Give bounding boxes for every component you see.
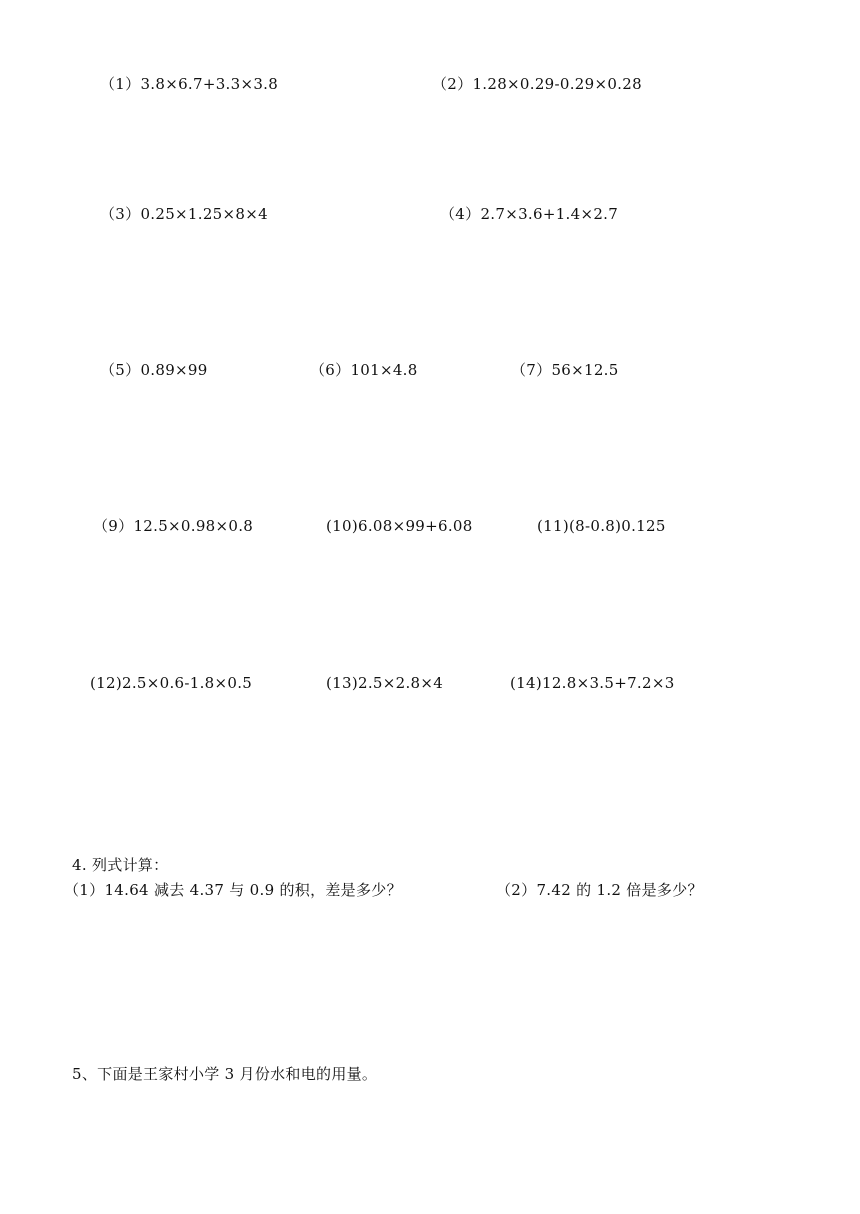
question-1: （1）14.64 减去 4.37 与 0.9 的积，差是多少？	[64, 881, 402, 899]
problem-10: (10)6.08×99+6.08	[326, 517, 473, 535]
problem-5: （5）0.89×99	[100, 361, 208, 379]
problem-14: (14)12.8×3.5+7.2×3	[510, 674, 675, 692]
question-2: （2）7.42 的 1.2 倍是多少？	[496, 881, 703, 899]
problem-3: （3）0.25×1.25×8×4	[100, 205, 268, 223]
problem-4: （4）2.7×3.6+1.4×2.7	[440, 205, 619, 223]
section-5-heading: 5、下面是王家村小学 3 月份水和电的用量。	[72, 1065, 378, 1083]
section-4-heading: 4. 列式计算：	[72, 856, 169, 874]
problem-1: （1）3.8×6.7+3.3×3.8	[100, 75, 279, 93]
problem-13: (13)2.5×2.8×4	[326, 674, 444, 692]
problem-9: （9）12.5×0.98×0.8	[93, 517, 254, 535]
problem-2: （2）1.28×0.29-0.29×0.28	[432, 75, 642, 93]
problem-12: (12)2.5×0.6-1.8×0.5	[90, 674, 253, 692]
problem-6: （6）101×4.8	[310, 361, 418, 379]
problem-7: （7）56×12.5	[511, 361, 619, 379]
problem-11: (11)(8-0.8)0.125	[537, 517, 666, 535]
